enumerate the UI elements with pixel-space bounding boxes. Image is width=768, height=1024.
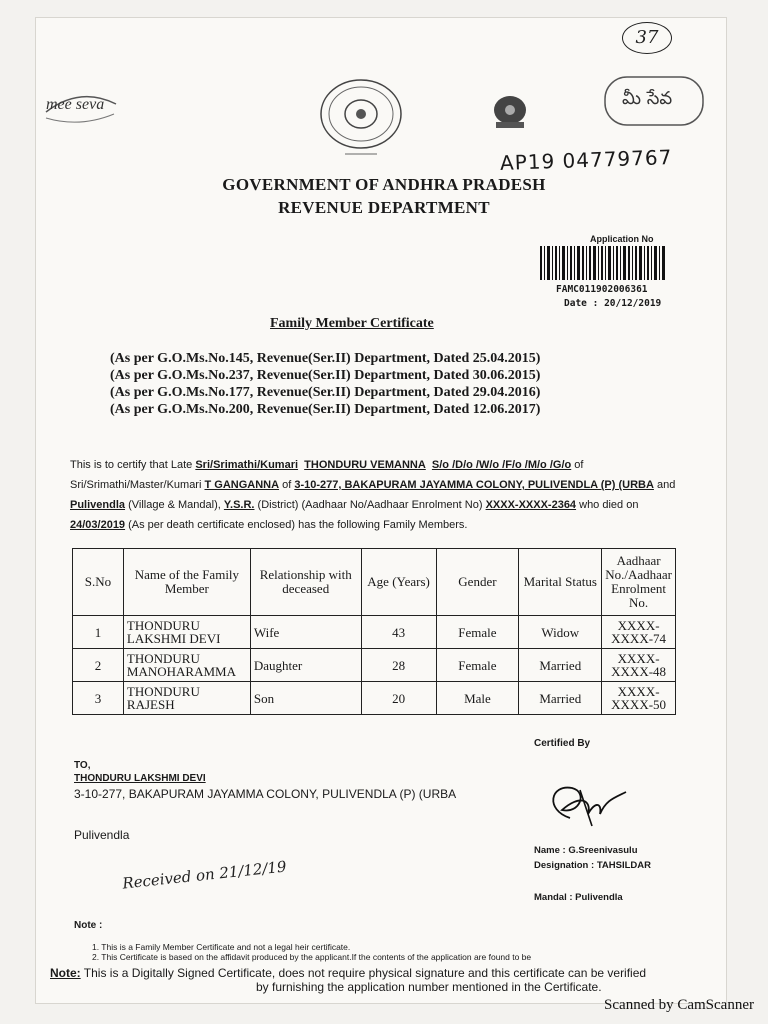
certificate-title: Family Member Certificate — [270, 316, 434, 331]
cell-sno: 3 — [73, 682, 124, 715]
go-line: (As per G.O.Ms.No.200, Revenue(Ser.II) Department, Dated 12.06.2017) — [110, 402, 541, 417]
govt-title: GOVERNMENT OF ANDHRA PRADESH — [222, 175, 546, 194]
officer-name-value: G.Sreenivasulu — [568, 845, 638, 856]
relation-codes: S/o /D/o /W/o /F/o /M/o /G/o — [431, 459, 572, 471]
table-header-row — [73, 549, 676, 616]
application-date — [564, 298, 661, 309]
cell-name: THONDURU RAJESH — [123, 682, 250, 715]
recipient-address: 3-10-277, BAKAPURAM JAYAMMA COLONY, PULIVENDLA (P) (URBA — [74, 787, 457, 801]
designation-label: Designation : — [534, 860, 595, 871]
cell-sno: 1 — [73, 616, 124, 649]
go-line: (As per G.O.Ms.No.237, Revenue(Ser.II) Department, Dated 30.06.2015) — [110, 368, 541, 383]
cell-gender: Female — [436, 649, 519, 682]
col-age: Age (Years) — [361, 549, 436, 616]
cell-aadhaar: XXXX-XXXX-74 — [602, 616, 676, 649]
lion-capital-icon — [488, 92, 532, 134]
note-label: Note : — [74, 920, 103, 931]
deceased-address: 3-10-277, BAKAPURAM JAYAMMA COLONY, PULIVENDLA (P) (URBA — [294, 479, 654, 491]
cell-name: THONDURU MANOHARAMMA — [123, 649, 250, 682]
note-item: 1. This is a Family Member Certificate and not a legal heir certificate. — [92, 942, 351, 952]
scanner-watermark: Scanned by CamScanner — [604, 997, 754, 1013]
table-row — [73, 616, 676, 649]
table-row — [73, 649, 676, 682]
to-label: TO, — [74, 760, 91, 771]
bottom-note-label: Note: — [50, 966, 81, 980]
cell-age: 20 — [361, 682, 436, 715]
body-text: of — [279, 479, 295, 491]
designation-value: TAHSILDAR — [596, 860, 651, 871]
mandal-label: Mandal : — [534, 892, 573, 903]
bottom-note-line2: by furnishing the application number mentioned in the Certificate. — [256, 980, 602, 994]
body-text: This is to certify that Late — [70, 459, 196, 471]
col-name: Name of the Family Member — [123, 549, 250, 616]
body-text: and — [653, 479, 676, 491]
application-number: FAMC011902006361 — [556, 284, 648, 295]
cell-status: Widow — [519, 616, 602, 649]
certified-by-label: Certified By — [534, 738, 591, 749]
body-text: (District) (Aadhaar No/Aadhaar Enrolment No) — [254, 499, 486, 511]
mee-seva-logo-text: mee seva — [46, 96, 105, 113]
officer-mandal — [534, 892, 623, 903]
deceased-aadhaar: XXXX-XXXX-2364 — [485, 499, 577, 511]
col-gender: Gender — [436, 549, 519, 616]
go-references — [110, 350, 540, 418]
go-line: (As per G.O.Ms.No.177, Revenue(Ser.II) Department, Dated 29.04.2016) — [110, 385, 541, 400]
date-value: 20/12/2019 — [604, 298, 662, 309]
page-number: 37 — [622, 22, 672, 54]
deceased-name: THONDURU VEMANNA — [304, 459, 426, 471]
date-label: Date : — [564, 298, 599, 309]
barcode-icon — [540, 246, 666, 280]
note-item: 2. This Certificate is based on the affidavit produced by the applicant.If the contents of the application are found to be — [92, 952, 532, 962]
table-row — [73, 682, 676, 715]
col-relationship: Relationship with deceased — [250, 549, 361, 616]
death-date: 24/03/2019 — [70, 519, 126, 531]
dept-title: REVENUE DEPARTMENT — [278, 198, 490, 217]
application-label: Application No — [590, 234, 654, 244]
parent-name: T GANGANNA — [204, 479, 280, 491]
village-name: Pulivendla — [70, 499, 126, 511]
cell-age: 43 — [361, 616, 436, 649]
recipient-name: THONDURU LAKSHMI DEVI — [74, 773, 206, 784]
body-text: (Village & Mandal), — [125, 499, 224, 511]
digital-signature-note — [50, 966, 710, 994]
mee-seva-logo — [40, 84, 120, 128]
certification-paragraph — [70, 455, 678, 535]
cell-relation: Son — [250, 682, 361, 715]
cell-aadhaar: XXXX-XXXX-50 — [602, 682, 676, 715]
cell-sno: 2 — [73, 649, 124, 682]
recipient-town: Pulivendla — [74, 828, 130, 842]
cell-status: Married — [519, 682, 602, 715]
district-name: Y.S.R. — [223, 499, 255, 511]
state-emblem-icon — [315, 76, 407, 158]
cell-age: 28 — [361, 649, 436, 682]
serial-number: AP19 04779767 — [499, 144, 673, 176]
title-prefix: Sri/Srimathi/Kumari — [195, 459, 299, 471]
notes-list — [92, 942, 692, 962]
mee-seva-telugu-logo — [602, 74, 706, 128]
col-aadhaar: Aadhaar No./Aadhaar Enrolment No. — [602, 549, 676, 616]
mee-seva-telugu-text: మీ సేవ — [622, 88, 673, 109]
officer-designation — [534, 860, 651, 871]
cell-gender: Female — [436, 616, 519, 649]
body-text: (As per death certificate enclosed) has the following Family Members. — [125, 519, 468, 531]
cell-aadhaar: XXXX-XXXX-48 — [602, 649, 676, 682]
officer-signature — [540, 770, 630, 830]
officer-name-label: Name : — [534, 845, 566, 856]
body-text: who died on — [576, 499, 639, 511]
cell-gender: Male — [436, 682, 519, 715]
mandal-value: Pulivendla — [575, 892, 623, 903]
col-marital-status: Marital Status — [519, 549, 602, 616]
body-text: of Sri/Srimathi/Master/Kumari — [70, 459, 584, 491]
handwritten-received-note: Received on 21/12/19 — [121, 857, 288, 893]
bottom-note-line1: This is a Digitally Signed Certificate, does not require physical signature and this certificate can be verified — [80, 966, 647, 980]
cell-relation: Wife — [250, 616, 361, 649]
col-sno: S.No — [73, 549, 124, 616]
family-members-table — [72, 548, 676, 715]
cell-status: Married — [519, 649, 602, 682]
cell-name: THONDURU LAKSHMI DEVI — [123, 616, 250, 649]
officer-name — [534, 845, 638, 856]
cell-relation: Daughter — [250, 649, 361, 682]
go-line: (As per G.O.Ms.No.145, Revenue(Ser.II) Department, Dated 25.04.2015) — [110, 351, 541, 366]
